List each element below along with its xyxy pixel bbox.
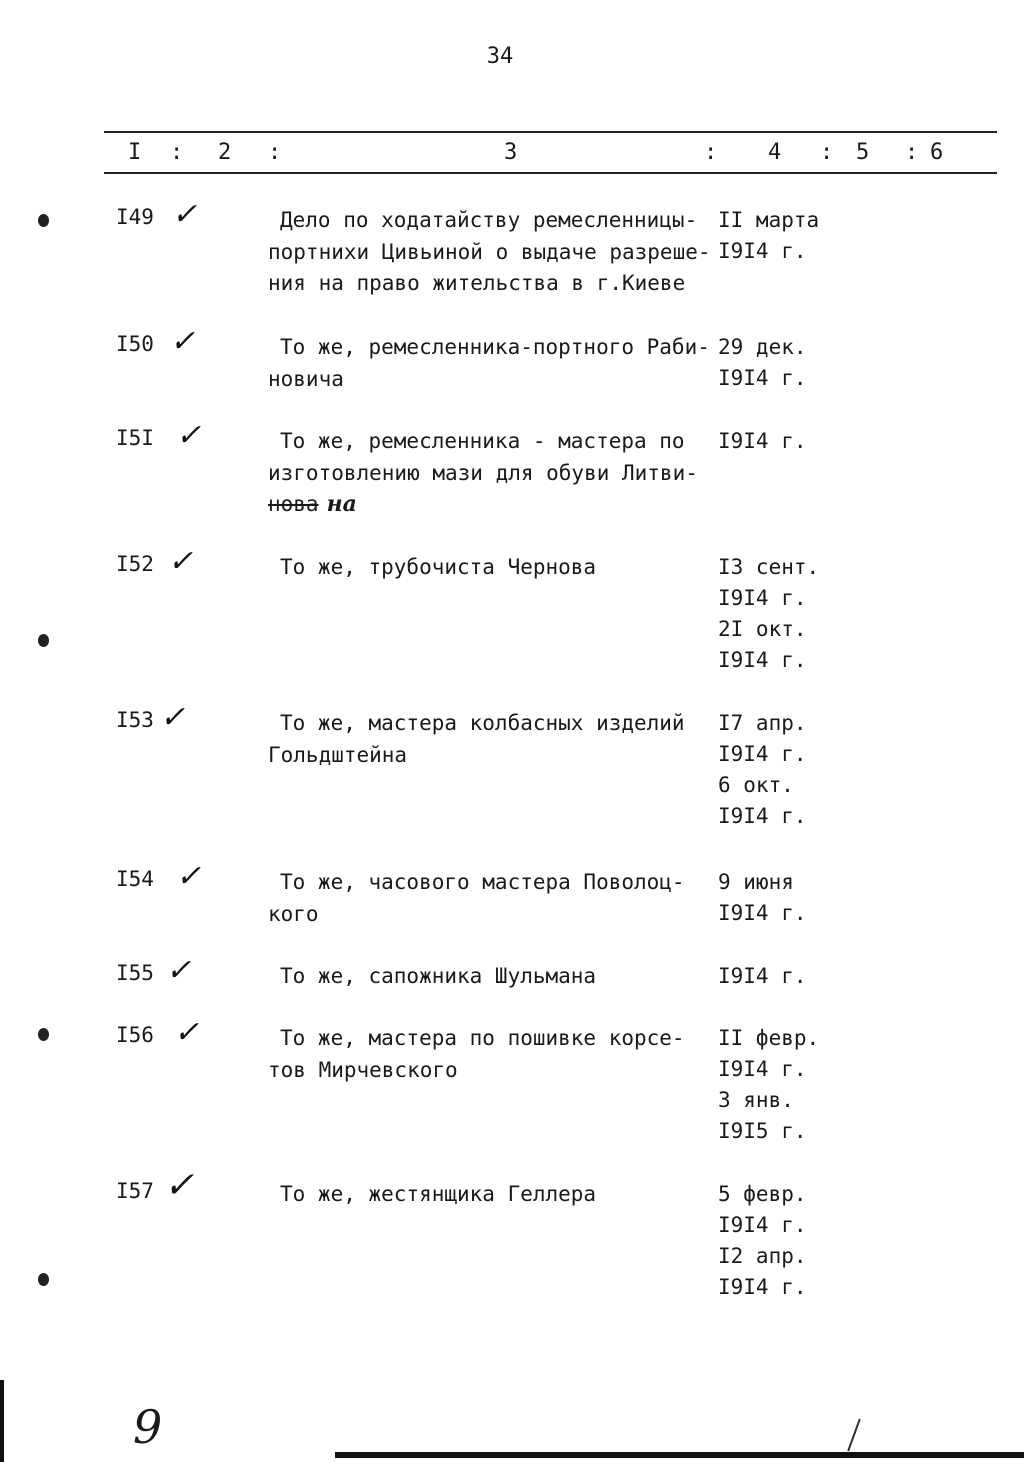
date-line: I9I4 г.	[718, 742, 807, 766]
entry-number: I50	[116, 332, 154, 356]
description-line: То же, мастера по пошивке корсе-	[280, 1026, 685, 1050]
date-line: 3 янв.	[718, 1088, 794, 1112]
column-separator: :	[170, 140, 184, 165]
description-line: Гольдштейна	[268, 742, 408, 767]
date-line: I9I4 г.	[718, 1275, 807, 1299]
column-header-2: 2	[218, 140, 232, 165]
entry-description	[268, 426, 713, 521]
column-separator: :	[905, 140, 919, 165]
date-line: I9I4 г.	[718, 648, 807, 672]
entry-description	[268, 332, 713, 395]
handwritten-sheet-number: 9	[133, 1400, 163, 1454]
date-line: I9I4 г.	[718, 429, 807, 453]
checkmark-icon: ✓	[174, 1015, 200, 1050]
column-header-6: 6	[930, 140, 944, 165]
column-header-1: I	[128, 140, 142, 165]
entry-dates	[718, 961, 807, 992]
date-line: I9I5 г.	[718, 1119, 807, 1143]
entry-number: I55	[116, 961, 154, 985]
date-line: 29 дек.	[718, 335, 807, 359]
checkmark-icon: ✓	[168, 544, 194, 579]
date-line: I7 апр.	[718, 711, 807, 735]
date-line: I9I4 г.	[718, 1057, 807, 1081]
header-top-rule	[104, 131, 997, 133]
description-line: То же, трубочиста Чернова	[280, 555, 597, 579]
handwritten-correction: на	[326, 491, 357, 517]
description-line: То же, ремесленника - мастера по	[280, 429, 685, 453]
date-line: I9I4 г.	[718, 586, 807, 610]
description-line: То же, сапожника Шульмана	[280, 964, 597, 988]
entry-number: I52	[116, 552, 154, 576]
struck-text: нова	[268, 492, 319, 516]
entry-dates	[718, 1179, 807, 1303]
entry-number: I5I	[116, 426, 154, 450]
description-line: ния на право жительства в г.Киеве	[268, 271, 686, 295]
date-line: I9I4 г.	[718, 366, 807, 390]
description-line-corrected	[268, 489, 713, 521]
entry-dates	[718, 1023, 819, 1147]
entry-number: I49	[116, 205, 154, 229]
column-header-4: 4	[768, 140, 782, 165]
description-line: кого	[268, 901, 319, 926]
entry-number: I57	[116, 1179, 154, 1203]
description-line: То же, мастера колбасных изделий	[280, 711, 685, 735]
checkmark-icon: ✓	[166, 953, 192, 988]
entry-description	[268, 961, 713, 993]
checkmark-icon: ✓	[170, 324, 196, 359]
header-bottom-rule	[104, 172, 997, 174]
date-line: I3 сент.	[718, 555, 820, 579]
entry-description	[268, 867, 713, 930]
entry-description	[268, 1023, 713, 1086]
column-header-5: 5	[856, 140, 870, 165]
description-line: То же, часового мастера Поволоц-	[280, 870, 685, 894]
entry-number: I54	[116, 867, 154, 891]
column-header-3: 3	[504, 140, 518, 165]
entry-dates	[718, 708, 807, 832]
description-line: То же, ремесленника-портного Раби-	[280, 335, 710, 359]
date-line: II марта	[718, 208, 820, 232]
binder-hole-mark	[38, 1028, 49, 1041]
checkmark-icon: ✓	[176, 418, 202, 453]
date-line: I9I4 г.	[718, 239, 807, 263]
description-line: портнихи Цивьиной о выдаче разреше-	[268, 239, 711, 264]
date-line: 6 окт.	[718, 773, 794, 797]
entry-dates	[718, 205, 819, 267]
pen-stroke	[847, 1419, 861, 1452]
date-line: 5 февр.	[718, 1182, 807, 1206]
checkmark-icon: ✓	[164, 1165, 195, 1206]
description-line: новича	[268, 366, 344, 391]
entry-description	[268, 708, 713, 771]
binder-hole-mark	[38, 1273, 49, 1286]
date-line: II февр.	[718, 1026, 820, 1050]
description-line: тов Мирчевского	[268, 1057, 458, 1082]
checkmark-icon: ✓	[176, 859, 202, 894]
binder-hole-mark	[38, 214, 49, 227]
entry-dates	[718, 426, 807, 457]
entry-description	[268, 552, 713, 584]
entry-number: I56	[116, 1023, 154, 1047]
checkmark-icon: ✓	[160, 700, 186, 735]
entry-dates	[718, 332, 807, 394]
entry-dates	[718, 552, 819, 676]
date-line: 9 июня	[718, 870, 794, 894]
binder-hole-mark	[38, 634, 49, 647]
entry-number: I53	[116, 708, 154, 732]
entry-description	[268, 1179, 713, 1211]
scan-edge	[0, 1380, 4, 1462]
column-separator: :	[820, 140, 834, 165]
date-line: I2 апр.	[718, 1244, 807, 1268]
description-line: То же, жестянщика Геллера	[280, 1182, 597, 1206]
entry-description	[268, 205, 713, 300]
column-separator: :	[704, 140, 718, 165]
date-line: 2I окт.	[718, 617, 807, 641]
column-separator: :	[268, 140, 282, 165]
checkmark-icon: ✓	[172, 197, 198, 232]
date-line: I9I4 г.	[718, 1213, 807, 1237]
date-line: I9I4 г.	[718, 804, 807, 828]
description-line: изготовлению мази для обуви Литви-	[268, 460, 698, 485]
description-line: Дело по ходатайству ремесленницы-	[280, 208, 698, 232]
page-number: 34	[486, 44, 514, 69]
date-line: I9I4 г.	[718, 901, 807, 925]
date-line: I9I4 г.	[718, 964, 807, 988]
entry-dates	[718, 867, 807, 929]
footer-rule	[335, 1452, 1024, 1458]
